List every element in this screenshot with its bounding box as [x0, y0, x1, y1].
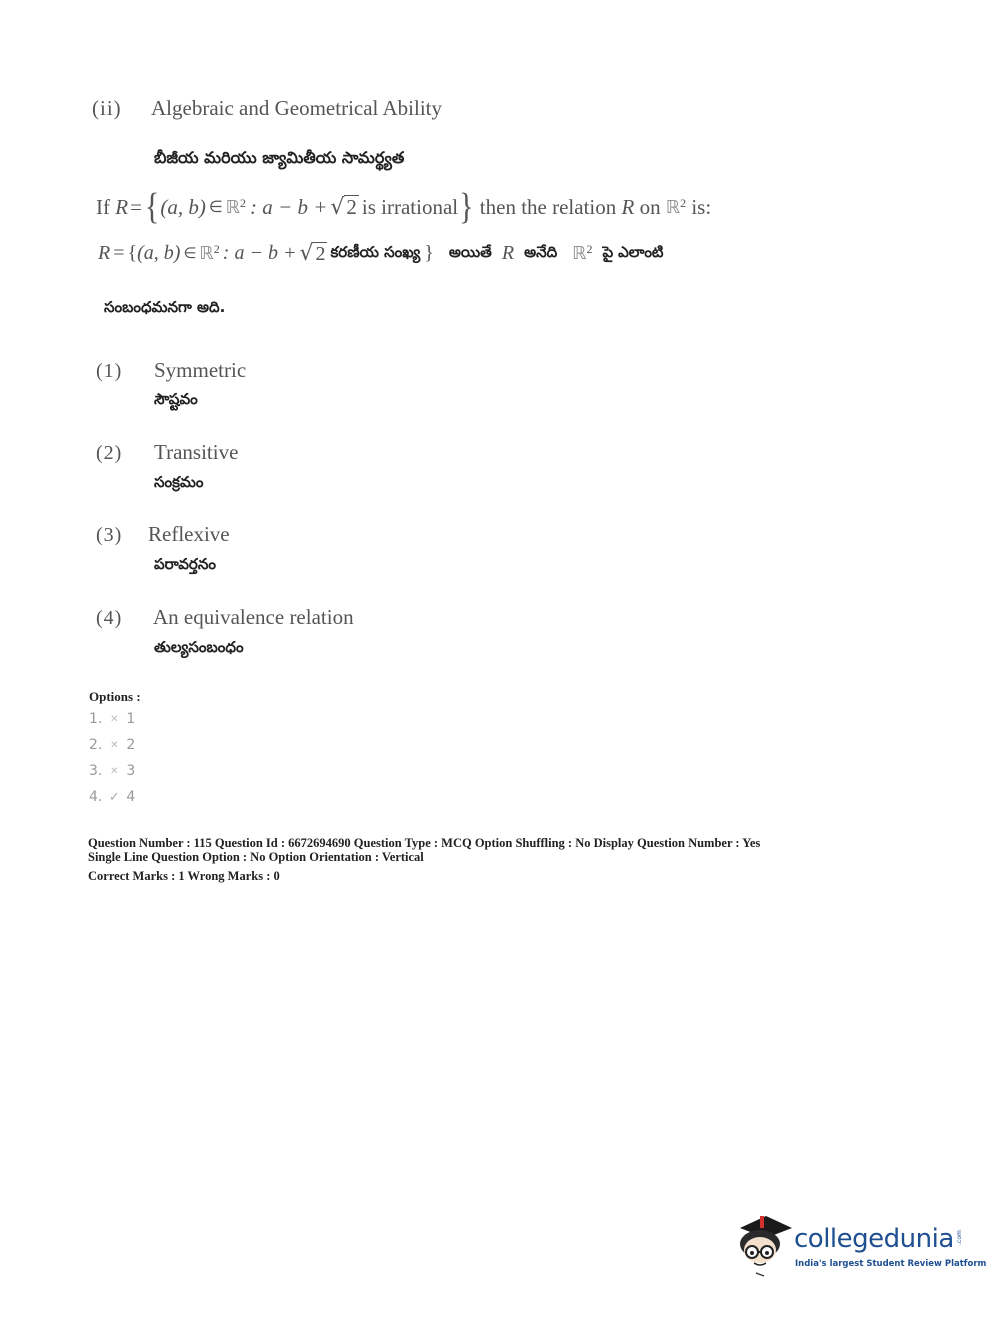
real-plane-exponent-te: 2	[213, 242, 220, 256]
option-text-1: Symmetric	[154, 358, 247, 382]
option-telugu-2: సంక్రమం	[154, 473, 204, 491]
on-text: on	[639, 194, 661, 219]
option-number-4: (4)	[96, 607, 123, 629]
answer-value: 4	[126, 789, 136, 805]
real-plane-exponent-te-2: 2	[586, 242, 593, 256]
question-telugu	[98, 242, 664, 265]
option-text-2: Transitive	[154, 440, 239, 464]
question-english	[96, 185, 712, 227]
option-telugu-3: పరావర్తనం	[154, 555, 216, 573]
answer-index: 4.	[89, 789, 103, 805]
question-prefix: If	[96, 194, 110, 219]
cross-icon: ✕	[110, 713, 119, 725]
answer-option-3	[89, 763, 135, 779]
then-text: then the relation	[479, 194, 617, 219]
sqrt-two: √ 2	[330, 194, 357, 221]
real-plane-symbol-te: ℝ	[199, 243, 214, 264]
answer-index: 1.	[89, 711, 103, 727]
answer-index: 2.	[89, 737, 103, 753]
relation-variable-2: R	[621, 194, 635, 219]
cross-icon: ✕	[110, 739, 119, 751]
section-title-telugu: బీజీయ మరియు జ్యామితీయ సామర్థ్యత	[154, 148, 405, 167]
answer-value: 2	[126, 737, 136, 753]
option-telugu-4: తుల్యసంబంధం	[154, 638, 244, 656]
option-number-2: (2)	[96, 442, 123, 464]
karaniya-text: కరణీయ సంఖ్య	[330, 242, 421, 261]
cross-icon: ✕	[110, 765, 119, 777]
is-text: is:	[691, 194, 712, 219]
question-telugu-line2: సంబంధమనగా అది.	[104, 298, 226, 316]
real-plane-symbol-2: ℝ	[665, 196, 681, 218]
logo-wordmark: collegedunia	[794, 1224, 954, 1254]
open-brace: {	[144, 185, 160, 227]
check-icon: ✓	[108, 789, 120, 805]
section-number: (ii)	[92, 96, 122, 120]
anedi-text: అనేది	[524, 242, 558, 261]
real-plane-exponent-2: 2	[680, 195, 687, 210]
answer-option-2	[89, 737, 135, 753]
equals-sign-te: =	[113, 242, 125, 264]
condition-expression-te: : a − b +	[222, 242, 297, 264]
answer-value: 1	[126, 711, 136, 727]
sqrt-argument-te: 2	[315, 243, 326, 265]
equals-sign: =	[130, 194, 142, 219]
collegedunia-logo	[736, 1210, 987, 1280]
answer-index: 3.	[89, 763, 103, 779]
element-of-symbol: ∈	[208, 199, 223, 216]
option-text-3: Reflexive	[148, 522, 230, 546]
logo-suffix: .com	[955, 1230, 963, 1245]
relation-variable: R	[115, 194, 129, 219]
option-number-1: (1)	[96, 360, 123, 382]
answer-option-4	[89, 789, 135, 805]
option-text-4: An equivalence relation	[153, 605, 354, 629]
logo-tagline: India's largest Student Review Platform	[795, 1259, 987, 1269]
answer-value: 3	[126, 763, 136, 779]
open-brace-te: {	[127, 242, 138, 264]
options-heading: Options :	[89, 689, 141, 704]
real-plane-symbol-te-2: ℝ	[572, 243, 587, 264]
answer-option-1	[89, 711, 135, 727]
elanti-text: ఎలాంటి	[618, 242, 664, 261]
ayithe-text: అయితే	[448, 242, 492, 261]
condition-expression: : a − b +	[250, 194, 328, 219]
relation-variable-te: R	[98, 242, 111, 264]
ordered-pair-te: (a, b)	[137, 242, 181, 264]
pai-text: పై	[602, 242, 614, 261]
question-meta-line-3: Correct Marks : 1 Wrong Marks : 0	[88, 869, 280, 883]
real-plane-symbol: ℝ	[225, 196, 241, 218]
question-meta-line-2: Single Line Question Option : No Option Orientation : Vertical	[88, 850, 424, 864]
ordered-pair: (a, b)	[160, 194, 206, 219]
option-number-3: (3)	[96, 524, 123, 546]
sqrt-argument: 2	[346, 194, 357, 219]
option-telugu-1: సౌష్టవం	[154, 390, 198, 408]
close-brace: }	[459, 185, 474, 227]
element-of-symbol-te: ∈	[183, 246, 197, 262]
close-brace-te: }	[424, 242, 434, 264]
relation-variable-te-2: R	[501, 242, 515, 264]
section-title: Algebraic and Geometrical Ability	[151, 96, 442, 120]
question-meta-line-1: Question Number : 115 Question Id : 6672694690 Question Type : MCQ Option Shuffling : No Display Question Number : Yes	[88, 836, 761, 850]
mascot-icon	[736, 1210, 796, 1280]
real-plane-exponent: 2	[240, 195, 247, 210]
is-irrational-text: is irrational	[361, 194, 459, 219]
sqrt-two-te: √ 2	[299, 241, 326, 266]
